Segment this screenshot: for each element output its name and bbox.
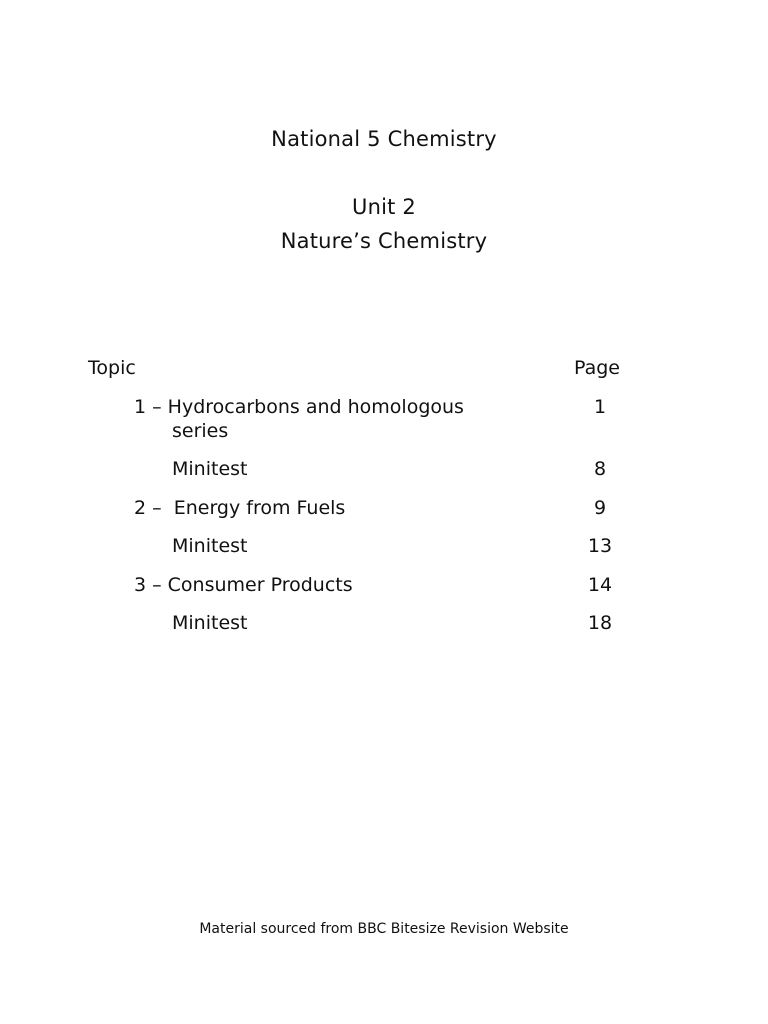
toc-page-number: 8 (593, 458, 607, 480)
topic-column-header: Topic (88, 357, 136, 379)
toc-topic-label: 3 – Consumer Products (134, 574, 353, 596)
toc-page-number: 9 (593, 497, 607, 519)
unit-number: Unit 2 (352, 195, 416, 219)
toc-minitest-label: Minitest (172, 535, 248, 557)
toc-page-number: 13 (587, 535, 613, 557)
page-column-header: Page (574, 357, 620, 379)
toc-topic-label: 2 – Energy from Fuels (134, 497, 346, 519)
toc-page-number: 1 (593, 396, 607, 418)
source-footer: Material sourced from BBC Bitesize Revision Website (199, 921, 569, 937)
toc-minitest-label: Minitest (172, 458, 248, 480)
toc-page-number: 18 (587, 612, 613, 634)
document-title: National 5 Chemistry (271, 127, 497, 151)
toc-page-number: 14 (587, 574, 613, 596)
toc-topic-label: 1 – Hydrocarbons and homologous (134, 396, 464, 418)
toc-topic-continuation: series (172, 420, 229, 442)
toc-minitest-label: Minitest (172, 612, 248, 634)
unit-name: Nature’s Chemistry (280, 229, 488, 253)
